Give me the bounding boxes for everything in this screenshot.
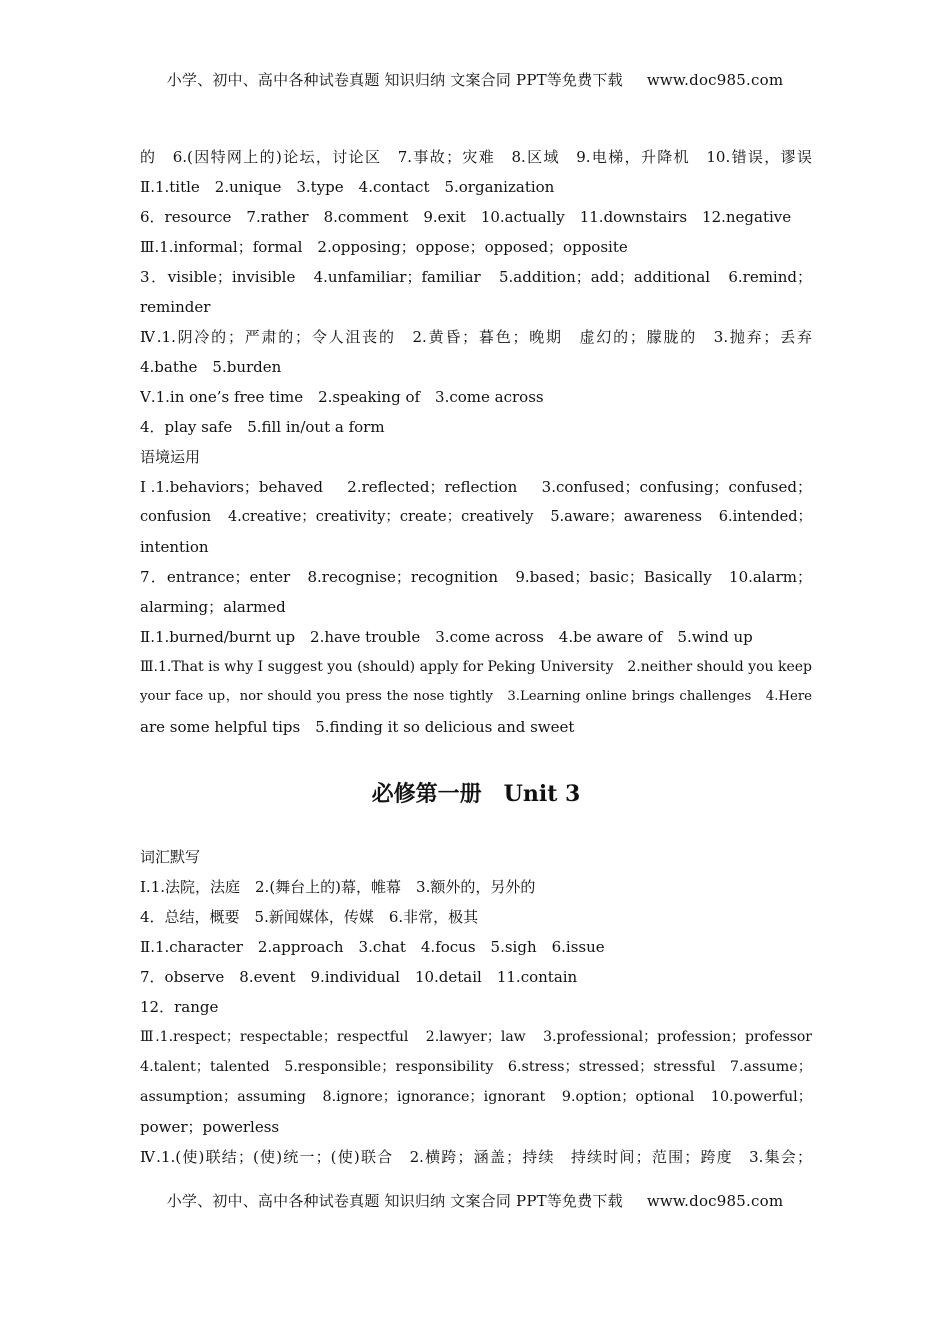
answer-line: 4.talent；talented 5.responsible；responsibility 6.stress；stressed；stressful 7.assume； [140, 1059, 812, 1075]
page-header [0, 69, 950, 90]
header-text: 小学、初中、高中各种试卷真题 知识归纳 文案合同 PPT等免费下载 [166, 71, 623, 89]
answer-line: Ⅰ.1.behaviors；behaved 2.reflected；reflection 3.confused；confusing；confused； [140, 478, 812, 496]
answer-line: 4．play safe 5.fill in/out a form [140, 418, 385, 436]
vocab-dictation-label: 词汇默写 [140, 848, 201, 866]
context-usage-label: 语境运用 [140, 448, 201, 466]
answer-line: Ⅲ.1.That is why I suggest you (should) apply for Peking University 2.neither should you keep [140, 659, 812, 675]
answer-line: 6．resource 7.rather 8.comment 9.exit 10.actually 11.downstairs 12.negative [140, 208, 792, 226]
answer-line: 3．visible；invisible 4.unfamiliar；familiar 5.addition；add；additional 6.remind； [140, 268, 812, 286]
answer-line: intention [140, 538, 209, 556]
answer-line: Ⅳ.1.阴冷的；严肃的；令人沮丧的 2.黄昏；暮色；晚期 虚幻的；朦胧的 3.抛弃；丢弃 [140, 328, 812, 346]
vocab-dictation-block [140, 842, 812, 1172]
answer-line: Ⅱ.1.title 2.unique 3.type 4.contact 5.organization [140, 178, 555, 196]
answer-line: Ⅳ.1.(使)联结；(使)统一；(使)联合 2.横跨；涵盖；持续 持续时间；范围；跨度 3.集会； [140, 1148, 812, 1166]
answer-line: assumption；assuming 8.ignore；ignorance；ignorant 9.option；optional 10.powerful； [140, 1089, 812, 1105]
page-footer [0, 1190, 950, 1211]
answer-line: Ⅱ.1.character 2.approach 3.chat 4.focus 5.sigh 6.issue [140, 938, 605, 956]
answer-line: 4．总结，概要 5.新闻媒体，传媒 6.非常，极其 [140, 908, 479, 926]
answer-line: 7．observe 8.event 9.individual 10.detail 11.contain [140, 968, 578, 986]
answer-line: 12．range [140, 998, 219, 1016]
header-url: www.doc985.com [646, 71, 784, 89]
answer-line: confusion 4.creative；creativity；create；creatively 5.aware；awareness 6.intended； [140, 509, 812, 525]
answer-line: 7．entrance；enter 8.recognise；recognition 9.based；basic；Basically 10.alarm； [140, 568, 812, 586]
footer-url: www.doc985.com [646, 1192, 784, 1210]
answer-line: your face up，nor should you press the nose tightly 3.Learning online brings challenges 4.Here [140, 689, 812, 704]
section1-block [140, 142, 812, 442]
answer-line: are some helpful tips 5.finding it so delicious and sweet [140, 718, 575, 736]
answer-content [140, 142, 812, 1172]
answer-line: Ⅲ.1.respect；respectable；respectful 2.lawyer；law 3.professional；profession；professor [140, 1029, 812, 1045]
answer-line: 4.bathe 5.burden [140, 358, 282, 376]
answer-line: reminder [140, 298, 211, 316]
context-usage-block [140, 442, 812, 742]
answer-line: Ⅰ.1.法院，法庭 2.(舞台上的)幕，帷幕 3.额外的，另外的 [140, 878, 536, 896]
answer-line: Ⅱ.1.burned/burnt up 2.have trouble 3.come across 4.be aware of 5.wind up [140, 628, 753, 646]
answer-line: power；powerless [140, 1118, 280, 1136]
answer-line: alarming；alarmed [140, 598, 286, 616]
unit-title: 必修第一册 Unit 3 [371, 781, 581, 807]
answer-line: Ⅴ.1.in one’s free time 2.speaking of 3.come across [140, 388, 544, 406]
footer-text: 小学、初中、高中各种试卷真题 知识归纳 文案合同 PPT等免费下载 [166, 1192, 623, 1210]
answer-line: 的 6.(因特网上的)论坛，讨论区 7.事故；灾难 8.区域 9.电梯，升降机 10.错误，谬误 [140, 148, 812, 166]
answer-line: Ⅲ.1.informal；formal 2.opposing；oppose；opposed；opposite [140, 238, 628, 256]
